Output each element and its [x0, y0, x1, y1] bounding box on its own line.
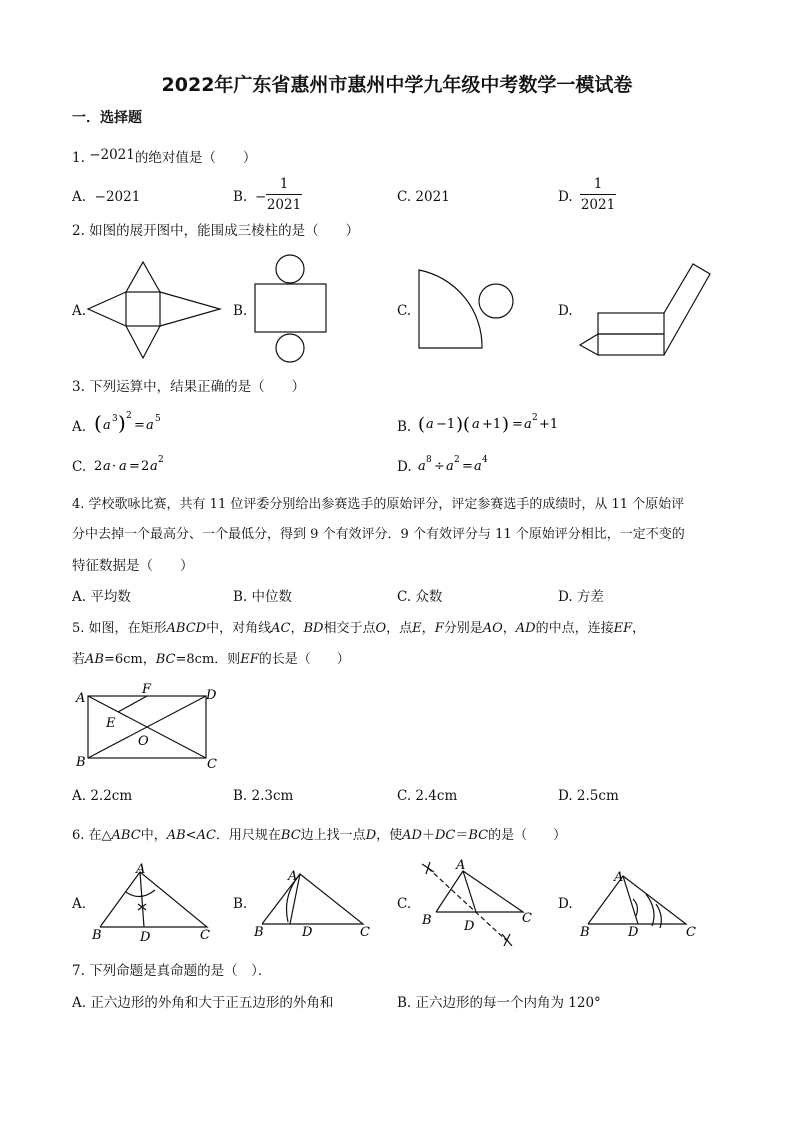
fraction-bar	[580, 194, 616, 195]
denominator: 2021	[266, 197, 302, 213]
svg-text:a: a	[119, 459, 127, 474]
q5-option-c[interactable]: C. 2.4cm	[397, 788, 458, 804]
math-var: BC	[280, 828, 301, 843]
q4-option-c[interactable]: C. 众数	[397, 589, 443, 605]
numerator: 1	[593, 176, 603, 192]
q1-option-b-sign: −	[255, 189, 267, 205]
svg-text:÷: ÷	[434, 459, 445, 474]
svg-text:a: a	[103, 418, 111, 433]
q1-option-c[interactable]: C. 2021	[397, 189, 450, 205]
q5-option-a[interactable]: A. 2.2cm	[72, 788, 133, 804]
q1-number: 1.	[72, 150, 85, 166]
fig-label-d: D	[302, 925, 313, 940]
svg-text:a: a	[524, 417, 532, 432]
svg-text:(: (	[418, 414, 426, 435]
fraction-bar	[266, 194, 302, 195]
svg-text:a: a	[150, 459, 158, 474]
q5-text: ，	[421, 621, 435, 636]
math-var: E	[412, 621, 422, 636]
q5-text: ，点	[386, 621, 413, 636]
svg-text:): )	[118, 411, 126, 435]
question-7: 7. 下列命题是真命题的是（ ）．	[72, 963, 272, 979]
fig-label-c: C	[207, 757, 217, 772]
q5-text: 5. 如图，在矩形	[72, 621, 167, 636]
denominator: 2021	[580, 197, 616, 213]
q5-text: 的中点，连接	[535, 621, 614, 636]
math-var: AO	[482, 621, 503, 636]
svg-text:2: 2	[126, 411, 132, 421]
svg-text:a: a	[446, 459, 454, 474]
numerator: 1	[279, 176, 289, 192]
math-var: BC	[155, 652, 176, 667]
svg-text:8: 8	[426, 455, 432, 465]
q6-text: <	[185, 828, 197, 843]
q7-option-a[interactable]: A. 正六边形的外角和大于正五边形的外角和	[72, 995, 334, 1011]
q3-expression-d	[418, 450, 508, 478]
fig-label-b: B	[422, 913, 432, 928]
q6-option-d[interactable]: D.	[558, 896, 573, 912]
math-var: AC	[196, 828, 216, 843]
math-var: ABCD	[166, 621, 207, 636]
q3-option-d[interactable]: D.	[397, 459, 412, 475]
q3-option-a[interactable]: A.	[72, 419, 87, 435]
q4-option-a[interactable]: A. 平均数	[72, 589, 131, 605]
q6-text: 中，	[140, 828, 167, 843]
q6-figure-d	[578, 864, 708, 948]
q6-text: ，使	[376, 828, 403, 843]
q7-option-b[interactable]: B. 正六边形的每一个内角为 120°	[397, 995, 601, 1011]
q6-text: 的是（ ）	[488, 828, 567, 843]
svg-text:+1: +1	[482, 417, 502, 432]
q5-text: 若	[72, 652, 86, 667]
fig-label-c: C	[200, 928, 210, 943]
q3-option-b[interactable]: B.	[397, 419, 412, 435]
svg-text:a: a	[146, 418, 154, 433]
q5-text: ，	[632, 621, 646, 636]
math-var: AD	[402, 828, 422, 843]
q4-line-2: 分中去掉一个最高分、一个最低分，得到 9 个有效评分．9 个有效评分与 11 个原始评分相比，一定不变的	[72, 527, 685, 542]
q5-text: =6cm，	[103, 652, 156, 667]
q2-figure-b-net	[252, 254, 332, 366]
q1-option-b-fraction	[266, 176, 302, 213]
q3-option-c[interactable]: C.	[72, 459, 87, 475]
math-var: DC	[434, 828, 456, 843]
svg-text:=: =	[512, 417, 523, 432]
q6-text: ＋	[421, 828, 435, 843]
q1-stem: 的绝对值是（ ）	[134, 150, 257, 166]
fig-label-a: A	[614, 870, 624, 885]
question-5-line-1	[72, 620, 645, 638]
q2-figure-c-net	[416, 268, 520, 350]
svg-text:2: 2	[158, 455, 164, 465]
math-var: BC	[468, 828, 489, 843]
svg-text:+1: +1	[539, 417, 559, 432]
svg-text:a: a	[103, 459, 111, 474]
math-var: AB	[85, 652, 104, 667]
q5-text: 的长是（ ）	[258, 652, 350, 667]
option-value: −2021	[94, 189, 141, 205]
q1-option-a[interactable]	[72, 188, 140, 206]
q1-option-d-label[interactable]: D.	[558, 189, 573, 205]
q6-text: ．用尺规在	[215, 828, 281, 843]
q5-text: 相交于点	[323, 621, 376, 636]
fig-label-b: B	[92, 928, 102, 943]
q6-text: 边上找一点	[300, 828, 366, 843]
q4-line-3: 特征数据是（ ）	[72, 558, 194, 574]
q5-text: ，	[502, 621, 516, 636]
q2-option-c[interactable]: C.	[397, 303, 412, 319]
fig-label-b: B	[254, 925, 264, 940]
q2-option-a[interactable]: A.	[72, 303, 87, 319]
fig-label-d: D	[464, 919, 475, 934]
fig-label-c: C	[360, 925, 370, 940]
fig-label-f: F	[142, 682, 152, 697]
math-var: O	[375, 621, 387, 636]
q5-option-b[interactable]: B. 2.3cm	[233, 788, 294, 804]
math-var: D	[365, 828, 377, 843]
fig-label-a: A	[76, 691, 86, 706]
q2-option-b[interactable]: B.	[233, 303, 248, 319]
svg-text:a: a	[426, 417, 434, 432]
svg-text:2: 2	[141, 459, 150, 474]
svg-text:2: 2	[532, 413, 538, 423]
q2-figure-a-net	[88, 260, 224, 360]
q5-option-d[interactable]: D. 2.5cm	[558, 788, 619, 804]
q4-option-d[interactable]: D. 方差	[558, 589, 604, 605]
fig-label-d: D	[628, 925, 639, 940]
fig-label-o: O	[138, 734, 149, 749]
q5-text: 中，对角线	[206, 621, 272, 636]
q5-text: =8cm．则	[175, 652, 241, 667]
svg-text:4: 4	[482, 455, 488, 465]
svg-text:5: 5	[155, 414, 161, 424]
fig-label-d: D	[140, 930, 151, 945]
question-1	[72, 149, 256, 167]
q2-option-d[interactable]: D.	[558, 303, 573, 319]
fig-label-a: A	[136, 862, 146, 877]
q6-option-b[interactable]: B.	[233, 896, 248, 912]
q6-option-a[interactable]: A.	[72, 896, 87, 912]
q3-expression-c	[94, 450, 174, 478]
math-var: BD	[303, 621, 324, 636]
fig-label-c: C	[522, 911, 532, 926]
svg-text:=: =	[462, 459, 473, 474]
svg-text:a: a	[418, 459, 426, 474]
q5-text: ，	[290, 621, 304, 636]
question-3: 3. 下列运算中，结果正确的是（ ）	[72, 379, 306, 395]
section-heading: 一．选择题	[72, 110, 142, 126]
question-2: 2. 如图的展开图中，能围成三棱柱的是（ ）	[72, 223, 360, 239]
fig-label-a: A	[288, 869, 298, 884]
fig-label-e: E	[106, 716, 116, 731]
svg-text:a: a	[472, 417, 480, 432]
svg-text:·: ·	[112, 459, 117, 474]
math-var: EF	[240, 652, 259, 667]
svg-text:=: =	[129, 459, 140, 474]
svg-text:a: a	[474, 459, 482, 474]
q6-figure-a	[90, 860, 220, 944]
math-var: AB	[166, 828, 186, 843]
q6-figure-b	[250, 862, 380, 946]
fig-label-b: B	[76, 755, 86, 770]
q2-figure-d-net	[578, 262, 714, 358]
fig-label-d: D	[206, 688, 217, 703]
q5-text: 分别是	[443, 621, 483, 636]
q1-option-b-label[interactable]: B.	[233, 189, 248, 205]
option-label: A.	[72, 189, 87, 205]
fig-label-a: A	[456, 858, 466, 873]
math-var: EF	[613, 621, 633, 636]
q5-rectangle-figure	[74, 682, 224, 772]
fig-label-b: B	[580, 925, 590, 940]
fig-label-c: C	[686, 925, 696, 940]
exam-title: 2022年广东省惠州市惠州中学九年级中考数学一模试卷	[161, 74, 633, 96]
q6-text: 6. 在△	[72, 828, 112, 843]
svg-text:2: 2	[454, 455, 460, 465]
svg-text:−1: −1	[436, 417, 456, 432]
q4-option-b[interactable]: B. 中位数	[233, 589, 293, 605]
svg-text:): )	[502, 414, 510, 435]
q3-expression-b	[418, 408, 568, 438]
math-var: AD	[515, 621, 536, 636]
q3-expression-a	[94, 408, 174, 438]
q6-option-c[interactable]: C.	[397, 896, 412, 912]
q4-line-1: 4. 学校歌咏比赛，共有 11 位评委分别给出参赛选手的原始评分，评定参赛选手的成绩时，从 11 个原始评	[72, 497, 685, 512]
svg-text:2: 2	[94, 459, 103, 474]
q6-text: ＝	[455, 828, 469, 843]
q6-figure-c	[418, 854, 548, 954]
math-var: ABC	[111, 828, 141, 843]
math-var: AC	[271, 621, 291, 636]
q1-option-d-fraction	[580, 176, 616, 213]
q1-expression: −2021	[89, 147, 135, 163]
svg-text:)(: )(	[456, 414, 471, 435]
svg-text:3: 3	[112, 414, 118, 424]
svg-text:=: =	[134, 418, 145, 433]
math-var: F	[434, 621, 444, 636]
svg-text:(: (	[94, 411, 102, 435]
question-5-line-2	[72, 651, 350, 669]
question-6	[72, 827, 566, 845]
